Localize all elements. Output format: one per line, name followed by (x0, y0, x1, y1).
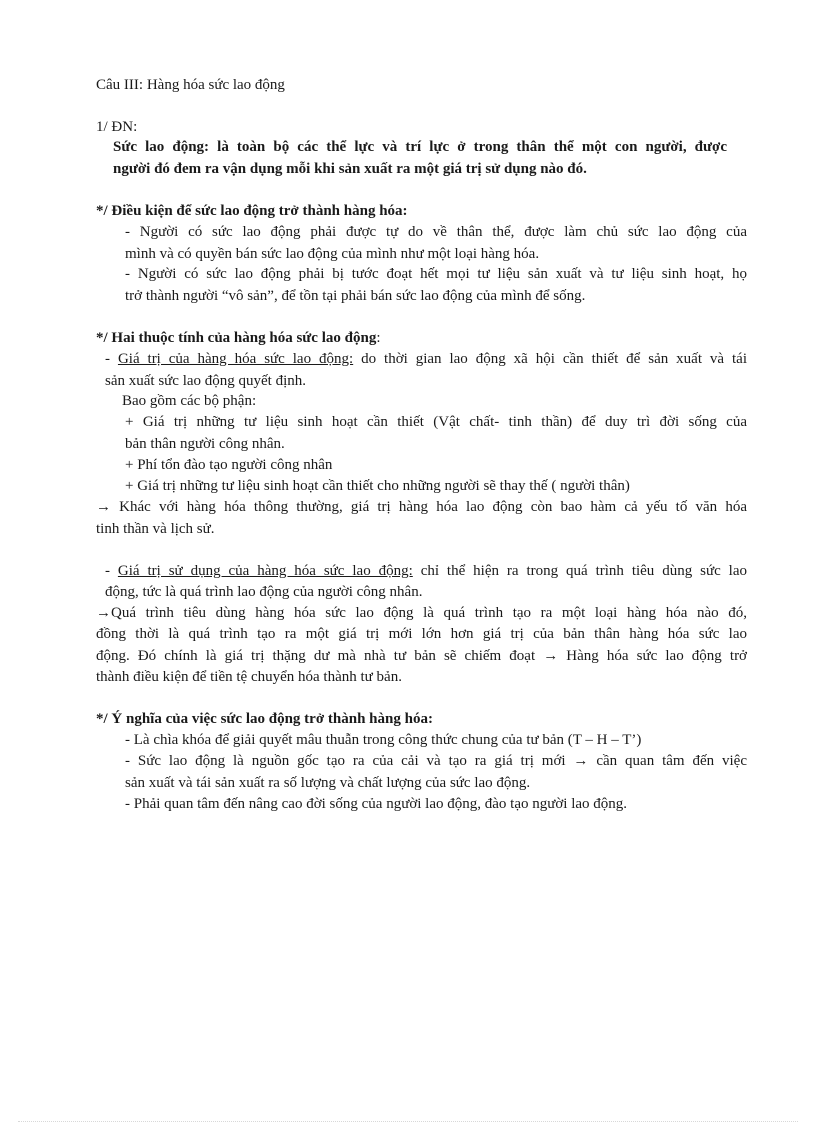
meaning-line-4: - Phải quan tâm đến nâng cao đời sống của người lao động, đào tạo người lao động. (125, 796, 628, 812)
use-conclusion-line-2: đồng thời là quá trình tạo ra một giá trị mới lớn hơn giá trị của bản thân hàng hóa sức lao (96, 626, 747, 642)
definition-heading: 1/ ĐN: (96, 119, 138, 135)
use-value-title: Giá trị sử dụng của hàng hóa sức lao động: (117, 563, 413, 579)
component-2: + Phí tổn đào tạo người công nhân (125, 457, 333, 473)
use-value-line-1-rest: chỉ thể hiện ra trong quá trình tiêu dùng sức lao (412, 563, 747, 579)
meaning-line-1: - Là chìa khóa để giải quyết mâu thuẫn trong công thức chung của tư bản (T – H – T’) (125, 732, 642, 748)
conditions-heading: */ Điều kiện để sức lao động trở thành hàng hóa: (96, 203, 408, 219)
meaning-line-3: sản xuất và tái sản xuất ra số lượng và chất lượng của sức lao động. (125, 775, 531, 791)
properties-heading-wrap (96, 328, 380, 348)
value-line-1: - Giá trị của hàng hóa sức lao động: do thời gian lao động xã hội cần thiết để sản xuất và tái (105, 351, 747, 367)
definition-line-2: người đó đem ra vận dụng mỗi khi sản xuất ra một giá trị sử dụng nào đó. (113, 161, 587, 177)
value-line-2: sản xuất sức lao động quyết định. (105, 373, 307, 389)
component-1-line-1: + Giá trị những tư liệu sinh hoạt cần thiết (Vật chất- tinh thần) để duy trì đời sống của (125, 414, 747, 430)
definition-line-1: Sức lao động: là toàn bộ các thể lực và trí lực ở trong thân thể một con người, được (113, 139, 727, 155)
value-conclusion-line-2: tinh thần và lịch sử. (96, 521, 215, 537)
use-conclusion-line-4: thành điều kiện để tiền tệ chuyển hóa thành tư bản. (96, 669, 402, 685)
use-conclusion-line-3: động. Đó chính là giá trị thặng dư mà nhà tư bản sẽ chiếm đoạt → Hàng hóa sức lao động trở (96, 648, 747, 664)
value-line-1-rest: do thời gian lao động xã hội cần thiết để sản xuất và tái (353, 351, 747, 367)
value-title: Giá trị của hàng hóa sức lao động: (117, 351, 354, 367)
use-value-line-2: động, tức là quá trình lao động của người công nhân. (105, 584, 423, 600)
use-value-line-1: - Giá trị sử dụng của hàng hóa sức lao động: chỉ thể hiện ra trong quá trình tiêu dùng sức lao (105, 563, 747, 579)
conditions-line-2: mình và có quyền bán sức lao động của mình như một loại hàng hóa. (125, 246, 540, 262)
title-main: Câu III: (96, 77, 147, 93)
title-sub: Hàng hóa sức lao động (146, 77, 285, 93)
meaning-line-2: - Sức lao động là nguồn gốc tạo ra của cải và tạo ra giá trị mới → cần quan tâm đến việc (125, 753, 747, 769)
conditions-line-1: - Người có sức lao động phải được tự do về thân thể, được làm chủ sức lao động của (125, 224, 747, 240)
use-conclusion-line-1: →Quá trình tiêu dùng hàng hóa sức lao động là quá trình tạo ra một loại hàng hóa nào đó, (96, 605, 747, 621)
page-bottom-rule (18, 1121, 798, 1122)
component-3: + Giá trị những tư liệu sinh hoạt cần thiết cho những người sẽ thay thế ( người thân) (125, 478, 630, 494)
meaning-heading: */ Ý nghĩa của việc sức lao động trở thành hàng hóa: (96, 711, 433, 727)
conditions-line-3: - Người có sức lao động phải bị tước đoạt hết mọi tư liệu sản xuất và tư liệu sinh hoạt, họ (125, 266, 747, 282)
value-conclusion-line-1: → Khác với hàng hóa thông thường, giá trị hàng hóa lao động còn bao hàm cả yếu tố văn hóa (96, 499, 747, 515)
conditions-line-4: trở thành người “vô sản”, để tồn tại phải bán sức lao động của mình để sống. (125, 288, 586, 304)
components-intro: Bao gồm các bộ phận: (122, 393, 257, 409)
page-title (96, 75, 285, 95)
properties-heading: */ Hai thuộc tính của hàng hóa sức lao động (96, 330, 377, 346)
component-1-line-2: bản thân người công nhân. (125, 436, 285, 452)
properties-heading-colon: : (376, 330, 381, 346)
